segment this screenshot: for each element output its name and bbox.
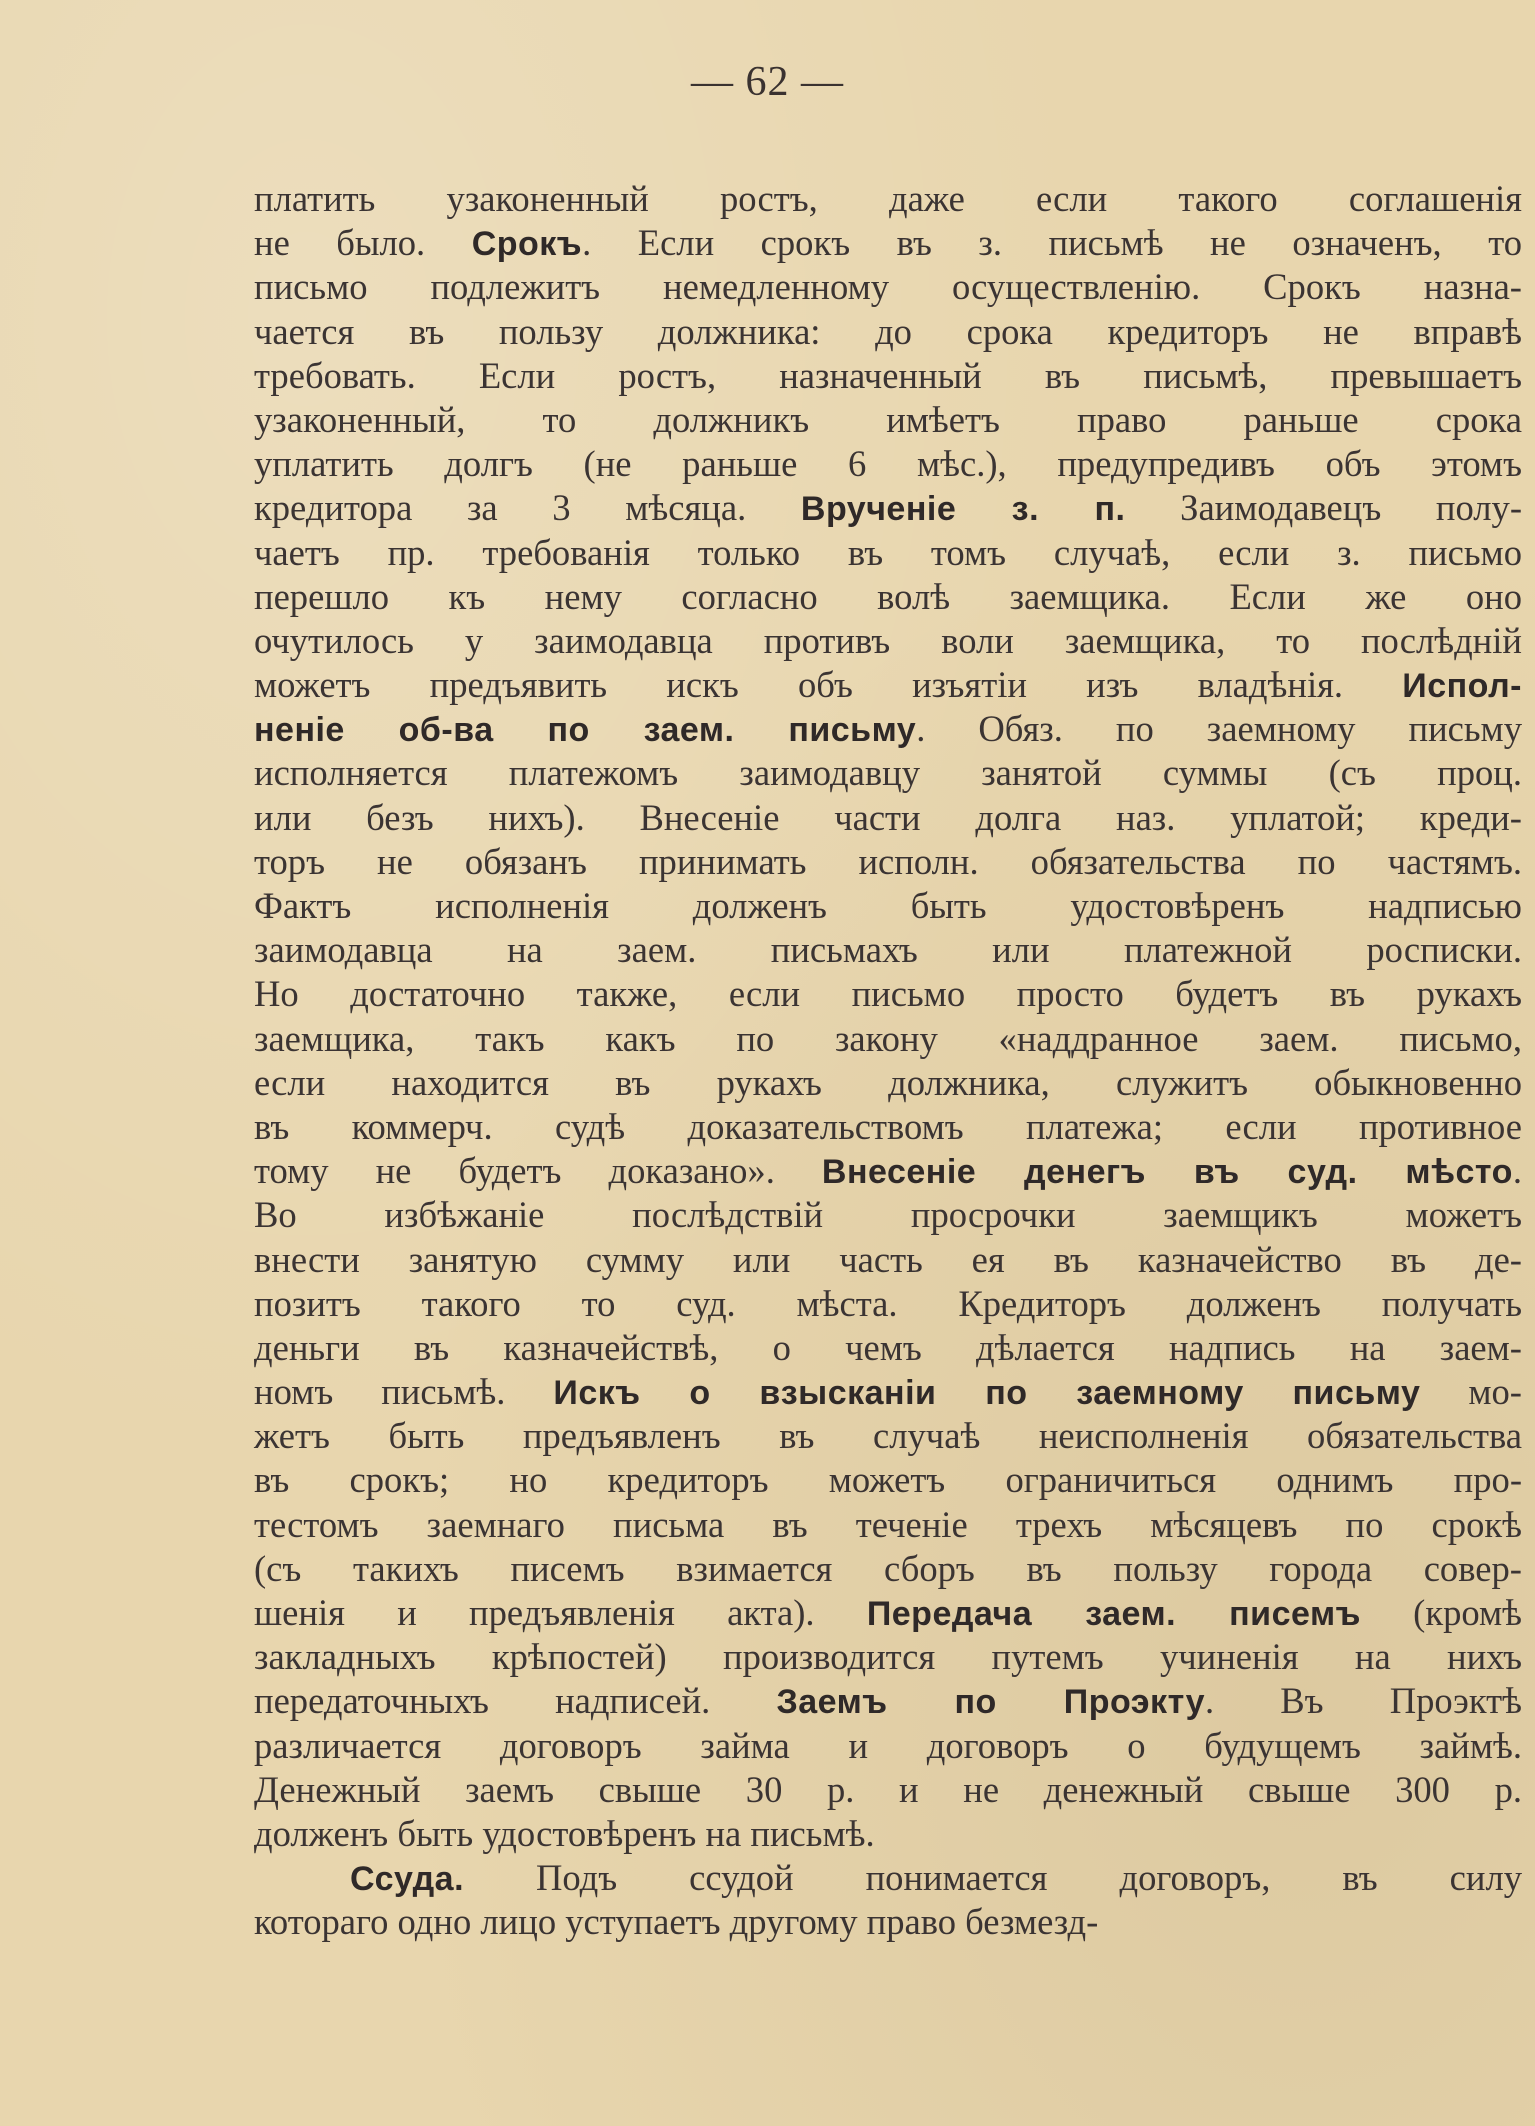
text-run: жетъ быть предъявленъ въ случаѣ неисполненія обязательства bbox=[254, 1415, 1522, 1457]
text-run: номъ письмѣ. bbox=[254, 1371, 554, 1413]
text-run: Во избѣжаніе послѣдствій просрочки заемщикъ можетъ bbox=[254, 1194, 1522, 1236]
text-run: чается въ пользу должника: до срока кредиторъ не вправѣ bbox=[254, 310, 1522, 352]
text-line bbox=[254, 310, 1522, 354]
text-run: письмо подлежитъ немедленному осуществленію. Срокъ назна- bbox=[254, 266, 1522, 308]
text-run: тому не будетъ доказано». bbox=[254, 1150, 822, 1192]
text-line bbox=[254, 177, 1522, 221]
text-line bbox=[254, 1282, 1522, 1326]
text-line bbox=[254, 1679, 1522, 1723]
text-run: Заимодавецъ полу- bbox=[1125, 487, 1523, 529]
text-run: очутилось у заимодавца противъ воли заемщика, то послѣдній bbox=[254, 619, 1522, 661]
text-line bbox=[254, 884, 1522, 928]
text-line bbox=[254, 1414, 1522, 1458]
text-line bbox=[254, 1503, 1522, 1547]
text-run: платить узаконенный ростъ, даже если такого соглашенія bbox=[254, 178, 1522, 219]
text-line bbox=[254, 575, 1522, 619]
text-run: заимодавца на заем. письмахъ или платежной росписки. bbox=[254, 929, 1522, 971]
text-run: перешло къ нему согласно волѣ заемщика. Если же оно bbox=[254, 575, 1522, 617]
text-line bbox=[254, 398, 1522, 442]
text-run: заемщика, такъ какъ по закону «наддранное заем. письмо, bbox=[254, 1017, 1522, 1059]
text-line bbox=[254, 840, 1522, 884]
bold-heading-run: Врученіе з. п. bbox=[800, 490, 1126, 529]
bold-heading-run: Передача заем. писемъ bbox=[866, 1595, 1361, 1633]
text-line bbox=[254, 972, 1522, 1016]
bold-heading-run: Испол- bbox=[1402, 667, 1522, 706]
text-line bbox=[254, 707, 1522, 751]
body-text bbox=[254, 177, 1522, 1945]
text-run: различается договоръ займа и договоръ о будущемъ займѣ. bbox=[254, 1724, 1522, 1766]
text-run: тестомъ заемнаго письма въ теченіе трехъ мѣсяцевъ по срокѣ bbox=[254, 1503, 1522, 1545]
text-run: котораго одно лицо уступаетъ другому право безмезд- bbox=[254, 1901, 1099, 1943]
text-run: . Обяз. по заемному письму bbox=[916, 708, 1522, 750]
text-line bbox=[254, 1326, 1522, 1370]
bold-heading-run: Внесеніе денегъ въ суд. мѣсто bbox=[821, 1153, 1513, 1192]
text-line bbox=[254, 1812, 1522, 1856]
text-run: . Въ Проэктѣ bbox=[1204, 1680, 1522, 1722]
text-line bbox=[254, 1458, 1522, 1502]
text-run: передаточныхъ надписей. bbox=[254, 1680, 777, 1722]
text-run: Денежный заемъ свыше 30 р. и не денежный свыше 300 р. bbox=[254, 1768, 1522, 1810]
text-run: шенія и предъявленія акта). bbox=[254, 1592, 867, 1633]
text-line bbox=[254, 1547, 1522, 1591]
text-line bbox=[254, 1105, 1522, 1149]
bold-heading-run: Ссуда. bbox=[350, 1860, 465, 1899]
text-run: кредитора за 3 мѣсяца. bbox=[254, 487, 801, 529]
text-run: чаетъ пр. требованія только въ томъ случаѣ, если з. письмо bbox=[254, 531, 1522, 573]
bold-heading-run: неніе об-ва по заем. письму bbox=[254, 711, 917, 750]
text-line bbox=[254, 354, 1522, 398]
text-run: мо- bbox=[1420, 1371, 1522, 1413]
text-run: долженъ быть удостовѣренъ на письмѣ. bbox=[254, 1812, 875, 1854]
text-run: . Если срокъ въ з. письмѣ не означенъ, то bbox=[582, 222, 1522, 264]
text-line bbox=[254, 1017, 1522, 1061]
text-run: можетъ предъявить искъ объ изъятіи изъ владѣнія. bbox=[254, 664, 1403, 706]
text-line bbox=[254, 1149, 1522, 1193]
text-run: узаконенный, то должникъ имѣетъ право раньше срока bbox=[254, 398, 1522, 440]
text-run: (кромѣ bbox=[1360, 1592, 1522, 1633]
text-run: внести занятую сумму или часть ея въ казначейство въ де- bbox=[254, 1238, 1522, 1280]
text-line bbox=[254, 1768, 1522, 1812]
text-run: въ коммерч. судѣ доказательствомъ платежа; если противное bbox=[254, 1105, 1522, 1147]
text-line bbox=[254, 486, 1522, 530]
text-line bbox=[254, 1900, 1522, 1944]
text-run: или безъ нихъ). Внесеніе части долга наз. уплатой; креди- bbox=[254, 796, 1522, 838]
text-line bbox=[254, 663, 1522, 707]
text-line bbox=[254, 1370, 1522, 1414]
text-run: Подъ ссудой понимается договоръ, въ силу bbox=[464, 1857, 1522, 1899]
text-line bbox=[254, 1193, 1522, 1237]
text-run: . bbox=[1512, 1150, 1522, 1192]
text-run: уплатить долгъ (не раньше 6 мѣс.), предупредивъ объ этомъ bbox=[254, 443, 1522, 485]
text-line bbox=[254, 221, 1522, 265]
text-line bbox=[254, 796, 1522, 840]
text-line bbox=[254, 531, 1522, 575]
text-run: Фактъ исполненія долженъ быть удостовѣренъ надписью bbox=[254, 885, 1522, 926]
bold-heading-run: Заемъ по Проэкту bbox=[776, 1683, 1205, 1722]
text-run: (съ такихъ писемъ взимается сборъ въ пользу города совер- bbox=[254, 1547, 1522, 1589]
text-line bbox=[254, 1591, 1522, 1635]
text-run: закладныхъ крѣпостей) производится путемъ учиненія на нихъ bbox=[254, 1636, 1522, 1678]
text-line bbox=[254, 619, 1522, 663]
text-run: въ срокъ; но кредиторъ можетъ ограничиться однимъ про- bbox=[254, 1459, 1522, 1501]
text-line bbox=[254, 442, 1522, 486]
text-run: Но достаточно также, если письмо просто будетъ въ рукахъ bbox=[254, 973, 1522, 1015]
page-number: — 62 — bbox=[691, 59, 844, 105]
text-line bbox=[254, 1856, 1522, 1900]
text-line bbox=[254, 928, 1522, 972]
text-line bbox=[254, 1061, 1522, 1105]
text-run: требовать. Если ростъ, назначенный въ письмѣ, превышаетъ bbox=[254, 354, 1522, 396]
text-line bbox=[254, 1724, 1522, 1768]
text-line bbox=[254, 1238, 1522, 1282]
text-line bbox=[254, 265, 1522, 309]
bold-heading-run: Срокъ bbox=[471, 225, 583, 264]
text-run: если находится въ рукахъ должника, служитъ обыкновенно bbox=[254, 1061, 1522, 1103]
text-line bbox=[254, 751, 1522, 795]
text-run: исполняется платежомъ заимодавцу занятой суммы (съ проц. bbox=[254, 752, 1522, 794]
text-run: не было. bbox=[254, 222, 472, 264]
text-run: позитъ такого то суд. мѣста. Кредиторъ долженъ получать bbox=[254, 1282, 1522, 1324]
text-run: торъ не обязанъ принимать исполн. обязательства по частямъ. bbox=[254, 840, 1522, 882]
text-line bbox=[254, 1635, 1522, 1679]
text-run: деньги въ казначействѣ, о чемъ дѣлается надпись на заем- bbox=[254, 1326, 1522, 1368]
bold-heading-run: Искъ о взысканіи по заемному письму bbox=[553, 1374, 1421, 1413]
